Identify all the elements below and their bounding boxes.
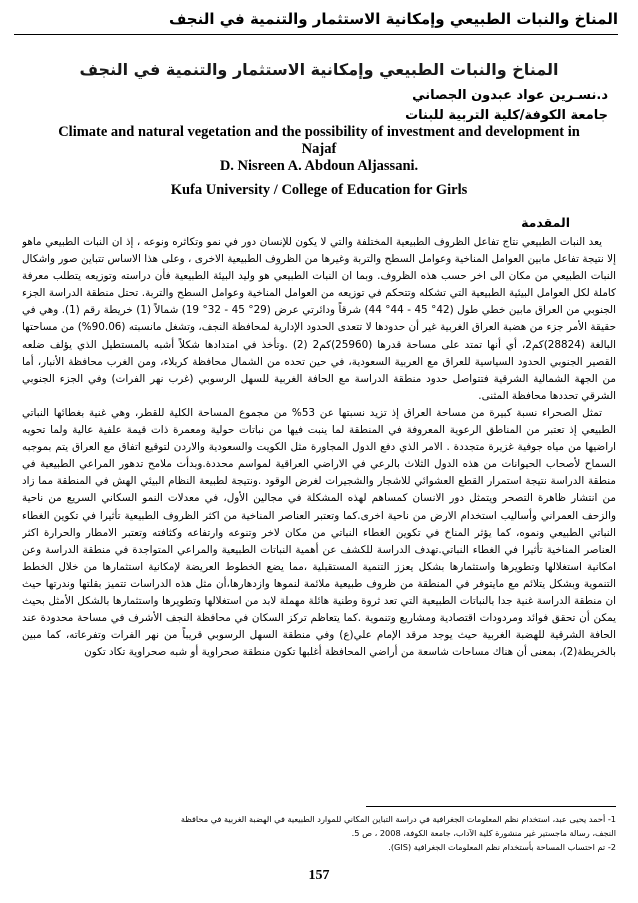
english-affiliation: Kufa University / College of Education for Girls (170, 182, 468, 198)
article-body (22, 234, 616, 800)
body-paragraph: تمثل الصحراء نسبة كبيرة من مساحة العراق إذ تزيد نسبتها عن 53% من مجموع المساحة الكلية للقطر، وهي غنية بغطائها النباتي الطبيعي إذ تعتبر من المناطق الرعوية المعروفة في المنطقة لما ينبت فيها من نباتات حولية ومعمرة ذات قيمة علفية عالية ولما تحويه اراضيها من مياه جوفية غزيرة متجددة . الامر الذي دفع الدول المجاورة مثل الكويت والسعودية والاردن لتوقيع اتفاق مع العراق يتم بموجبه السماح لأصحاب الحيوانات من هذه الدول الثلاث بالرعي في الاراضي العراقية لمواسم محددة.وبدأت ملامح تدهور المراعي الطبيعية في منطقة الدراسة نتيجة استمرار القطع العشوائي للاشجار والشجيرات لغرض الوقود .ونتيجة لطبيعة النظام البيئي الهش في المنطقة مما زاد من انتشار ظاهرة التصحر ويتمثل دور الانسان كمساهم لهذه المشكلة في مجالين الأول، في معدلات النمو السكاني السريع من ناحية والزحف العمراني وأساليب استخدام الارض من ناحية اخرى.كما وتعتبر العناصر المناخية من اكثر الظروف الطبيعية تأثيرا في تكوين الغطاء النباتي الطبيعي ونموه، كما يؤثر المناخ في تكوين الغطاء النباتي من مكان لاخر وتنوعه وارتفاعه وكثافته وتعتبر الامطار والحرارة اكثر العناصر المناخية تأثيرا في الغطاء النباتي.تهدف الدراسة للكشف عن أهمية النباتات الطبيعية والمراعي المتواجدة في منطقة الدراسة وعن امكانية استغلالها وتطويرها واستثمارها بشكل يعزز التنمية المستقبلية ،مما يضع الخطوط العريضة لإمكانية استثمارها من خلال الخطط التنموية وبشكل يتلائم مع مايتوفر في المنطقة من ظروف طبيعية ملائمة لنموها وازدهارها،أن مثل هذه الدراسات تتميز بقلتها وندرتها حيث ان منطقة الدراسة غنية جدا بالنباتات الطبيعية التي تعد ثروة وطنية هائلة مهملة لابد من استغلالها وتطويرها واستثمارها بالشكل الأمثل بحيث يمكن أن تحقق فوائد ومردودات اقتصادية ومشاريع وتنموية .كما يتعاظم تركز السكان في محافظة النجف الأشرف في مساحة محدودة عند الحافة الشرقية للهضبة الغربية حيث يوجد مرقد الإمام علي(ع) وفي منطقة السهل الرسوبي قريباً من نهر الفرات وتفرعاته، كما مبين بالخريطة(2)، بمعنى أن هناك مساحات شاسعة من أراضي المحافظة أغلبها تكون منطقة صحراوية أو شبه صحراوية تكاد تكون (22, 406, 616, 659)
header-divider (14, 34, 618, 35)
footnote-divider (366, 806, 616, 807)
footnote-line: النجف، رسالة ماجستير غير منشورة كلية الآداب، جامعة الكوفة، 2008 ، ص 5. (351, 828, 616, 838)
page-number: 157 (308, 868, 330, 883)
body-paragraph: يعد النبات الطبيعي نتاج تفاعل الظروف الطبيعية المختلفة والتي لا يكون للإنسان دور في نمو وتكاثره ونوعه ، إذ ان النبات الطبيعي ماهو إلا نتيجة تفاعل مابين العوامل المناخية وعوامل السطح والتربة وغيرها من الظروف الطبيعية الاخرى ، وعلى هذا الاساس تتباين صور واشكال النبات الطبيعي من مكان الى اخر حسب هذه الظروف. وبما ان النبات الطبيعي هو وليد البيئة الطبيعية فأن دراسته وتوزيعه يتطلب معرفة كاملة لكل العوامل البيئية الطبيعية التي تشكله وتتحكم في توزيعه من العوامل المناخية وعوامل السطح والتربة. تحتل منطقة الدراسة الجزء الجنوبي من العراق مابين خطي طول (42° 45 - 44° 44) شرقاً ودائرتي عرض (29° 45 - 32° 19) شمالاً (1) خريطة رقم (1). وهي في حقيقة الأمر جزء من هضبة العراق الغربية غير أن حدودها لا تتعدى الحدود الإدارية لمحافظة النجف، وتشغل مانسبته (90.06%) من مساحتها البالغة (28824)كم2، أي أنها تمتد على مساحة قدرها (25960)كم2 (2) .وتأخذ في امتدادها شكلاً أشبه بالمستطيل الذي يؤلف ضلعه القصير الجنوبي الحدود السياسية للعراق مع العربية السعودية، في حين تحده من الشمال محافظة كربلاء، ومن الغرب محافظة الأنبار، أما من الجهة الشمالية الشرقية فتتواصل حدود منطقة الدراسة مع الحافة الغربية للسهل الرسوبي (غرب نهر الفرات) وفي الجزء الجنوبي الشرقي تحددها محافظة المثنى. (22, 236, 616, 402)
arabic-author: د.نسـرين عواد عبدون الجصاني (412, 88, 608, 103)
arabic-affiliation: جامعة الكوفة/كلية التربية للبنات (405, 108, 608, 123)
english-title: Climate and natural vegetation and the possibility of investment and development in Najaf (58, 124, 580, 157)
arabic-title: المناخ والنبات الطبيعي وإمكانية الاستثمار والتنمية في النجف (79, 60, 559, 79)
footnotes (22, 812, 616, 854)
introduction-heading: المقدمة (521, 215, 570, 230)
running-header: المناخ والنبات الطبيعي وإمكانية الاستثمار والتنمية في النجف (168, 10, 618, 28)
footnote-line: 2- تم احتساب المساحة بأستخدام نظم المعلومات الجغرافية (GIS). (388, 842, 616, 852)
footnote-line: 1- أحمد يحيى عبد، استخدام نظم المعلومات الجغرافية في دراسة التباين المكاني للموارد الطبيعية في الهضبة الغربية في محافظة (180, 814, 616, 824)
english-author: D. Nisreen A. Abdoun Aljassani. (219, 158, 419, 174)
